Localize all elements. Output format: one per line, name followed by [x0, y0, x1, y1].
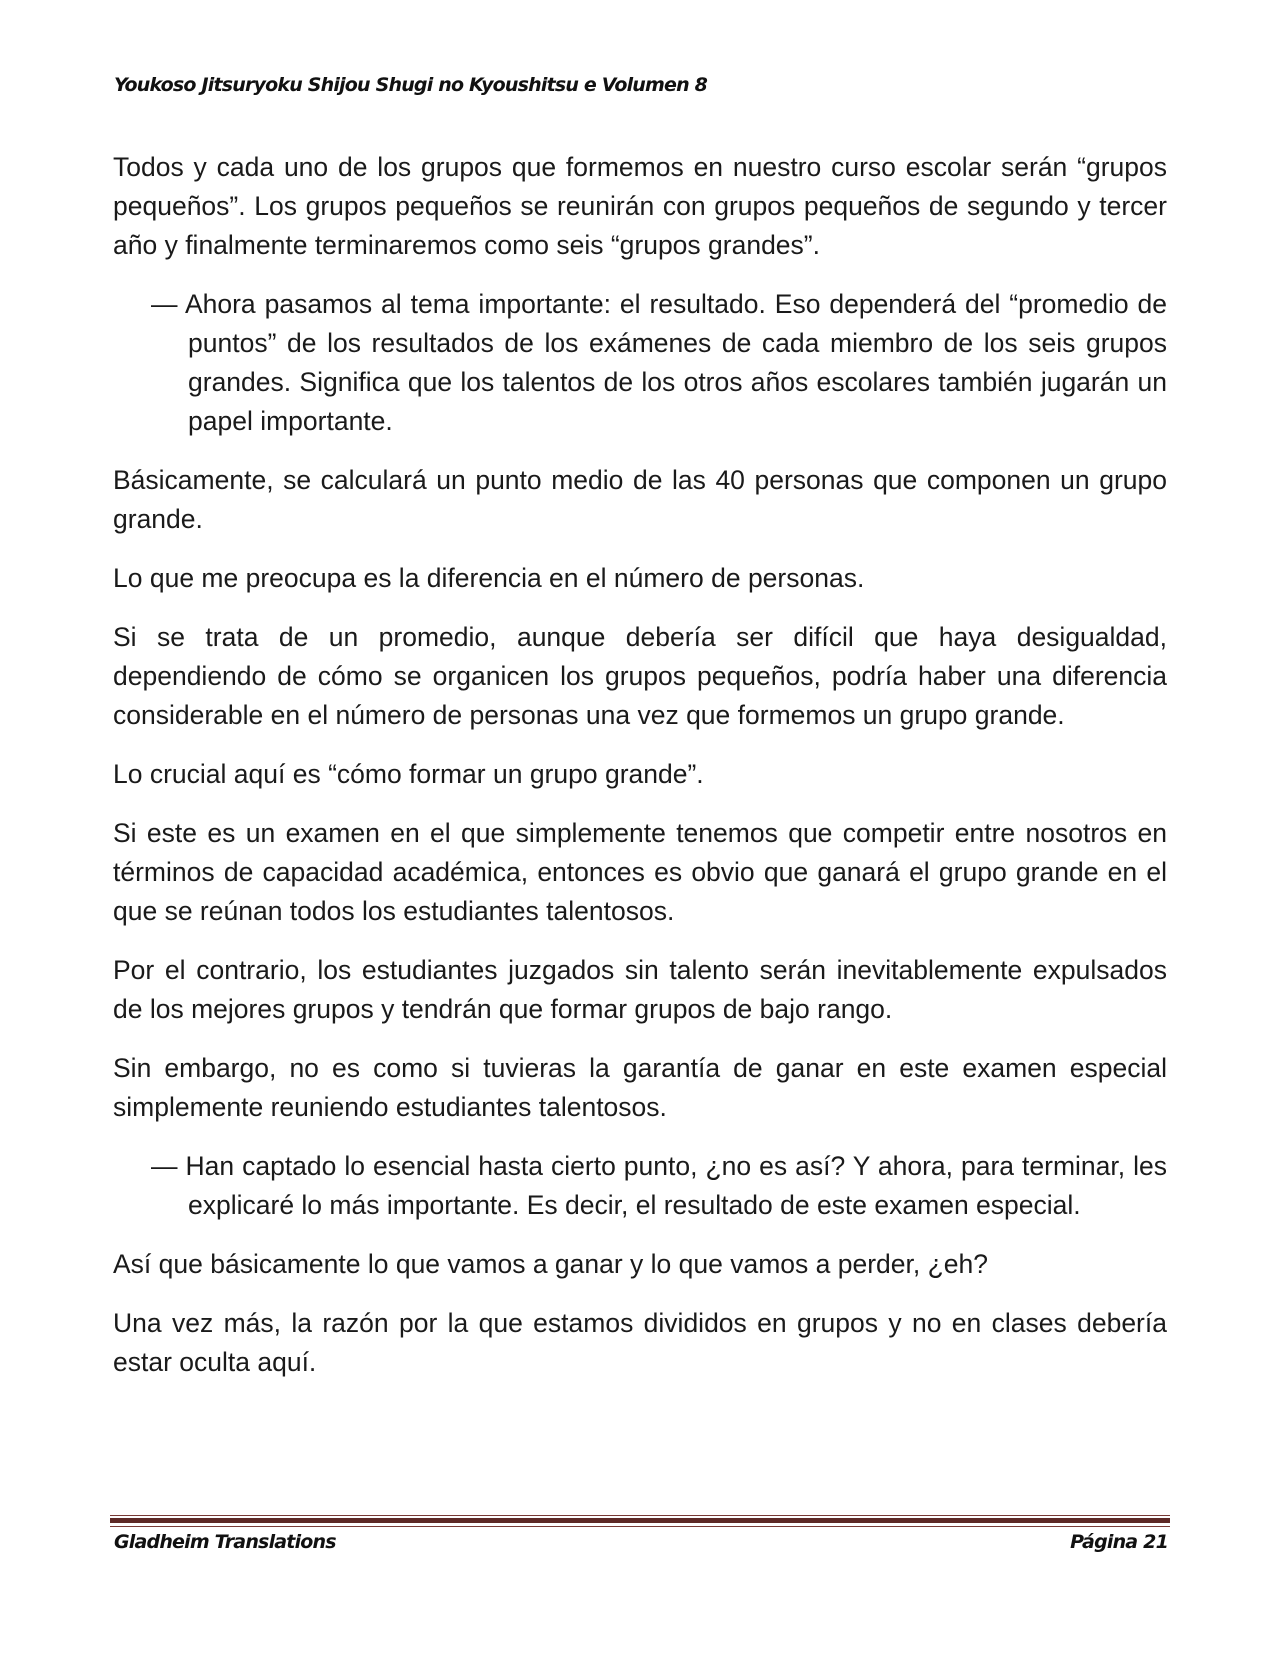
dialog-paragraph: — Han captado lo esencial hasta cierto punto, ¿no es así? Y ahora, para terminar, les explicaré lo más importante. Es decir, el resultado de este examen especial.: [151, 1151, 1167, 1220]
page-body: [113, 148, 1167, 1402]
paragraph: Sin embargo, no es como si tuvieras la garantía de ganar en este examen especial simplemente reuniendo estudiantes talentosos.: [113, 1053, 1167, 1122]
paragraph: Si este es un examen en el que simplemente tenemos que competir entre nosotros en términos de capacidad académica, entonces es obvio que ganará el grupo grande en el que se reúnan todos los estudiantes talentosos.: [113, 818, 1167, 926]
paragraph: Así que básicamente lo que vamos a ganar y lo que vamos a perder, ¿eh?: [113, 1249, 989, 1279]
paragraph: Todos y cada uno de los grupos que formemos en nuestro curso escolar serán “grupos pequeños”. Los grupos pequeños se reunirán con grupos pequeños de segundo y tercer año y finalmente terminaremos como seis “grupos grandes”.: [113, 152, 1167, 260]
paragraph: Lo que me preocupa es la diferencia en el número de personas.: [113, 563, 865, 593]
paragraph: Si se trata de un promedio, aunque debería ser difícil que haya desigualdad, dependiendo de cómo se organicen los grupos pequeños, podría haber una diferencia considerable en el número de personas una vez que formemos un grupo grande.: [113, 622, 1167, 730]
running-header: Youkoso Jitsuryoku Shijou Shugi no Kyoushitsu e Volumen 8: [114, 74, 708, 96]
footer-credit: Gladheim Translations: [114, 1531, 336, 1553]
page-number: Página 21: [1070, 1531, 1168, 1553]
paragraph: Por el contrario, los estudiantes juzgados sin talento serán inevitablemente expulsados de los mejores grupos y tendrán que formar grupos de bajo rango.: [113, 955, 1167, 1024]
dialog-paragraph: — Ahora pasamos al tema importante: el resultado. Eso dependerá del “promedio de puntos” de los resultados de los exámenes de cada miembro de los seis grupos grandes. Significa que los talentos de los otros años escolares también jugarán un papel importante.: [151, 289, 1167, 436]
paragraph: Básicamente, se calculará un punto medio de las 40 personas que componen un grupo grande.: [113, 465, 1167, 534]
footer-rule: [110, 1515, 1170, 1527]
paragraph: Una vez más, la razón por la que estamos divididos en grupos y no en clases debería estar oculta aquí.: [113, 1308, 1167, 1377]
paragraph: Lo crucial aquí es “cómo formar un grupo grande”.: [113, 759, 704, 789]
